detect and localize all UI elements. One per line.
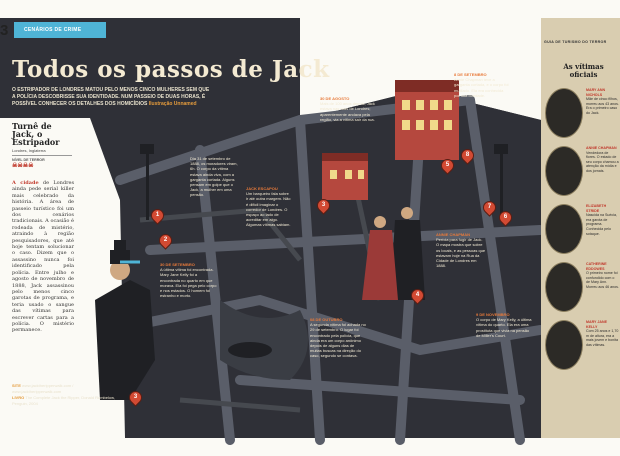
victim-text: Nascida na Suécia, era garota de programa. Conhecida pelo sotaque. — [586, 213, 617, 236]
map-pin[interactable] — [410, 288, 426, 304]
victim-name: MARY ANN NICHOLS — [586, 88, 606, 97]
pin-number: 5 — [445, 162, 450, 168]
annotation-text: Annie Chapman teve a garganta cortada, e o corpo foi mutilado. Ela era conhecida por sua bondade. — [454, 77, 509, 98]
map-pin[interactable] — [128, 390, 144, 406]
victim-portrait — [545, 204, 583, 254]
terror-label: NÍVEL DE TERROR — [12, 158, 45, 162]
victim-name: CATHERINE EDDOWES — [586, 262, 607, 271]
site-label: SITE — [12, 383, 21, 388]
victim-card — [545, 86, 619, 140]
victim-card — [545, 202, 619, 256]
map-pin[interactable] — [498, 210, 514, 226]
map-pin[interactable] — [482, 200, 498, 216]
annotation-text: Perícia para fugir de Jack. O mapa mostra que sobre os locais, e as pessoas que estavam hoje na Rua da Cidade de Londres em 1888. — [436, 237, 486, 269]
lede-credit: Ilustração Unnamed — [148, 101, 197, 107]
annotation-date: 8 DE SETEMBRO — [454, 72, 487, 77]
page-title: Todos os passos de Jack — [12, 56, 330, 83]
pin-number: 4 — [415, 292, 420, 298]
victim-text: O primeiro nome foi confundido com o de Mary Ann. Morreu aos 46 anos. — [586, 271, 619, 289]
info-box — [12, 122, 72, 169]
pin-number: 1 — [155, 212, 160, 218]
pin-number: 8 — [465, 152, 470, 158]
annotation — [476, 312, 532, 338]
annotation-date: 30 DE SETEMBRO — [160, 262, 195, 267]
victim-card — [545, 318, 619, 372]
victim-portrait — [545, 320, 583, 370]
annotation-text: Um barqueiro fala sobre ir até outra margem. Não é difícil imaginar o corredor de Londres. O espaço ao lado de acreditar em algo. Algumas vítimas sabiam. — [246, 191, 291, 228]
victims-sidebar — [541, 18, 620, 438]
victim-portrait — [545, 262, 583, 312]
victim-name: ELIZABETH STRIDE — [586, 204, 607, 213]
map-pin[interactable] — [158, 233, 174, 249]
pin-number: 6 — [503, 214, 508, 220]
victim-text: Vendedora de flores. O estado de seu corpo chamou a atenção da mídia e dos jornais. — [586, 150, 619, 173]
map-pin[interactable] — [440, 158, 456, 174]
links-box — [12, 383, 116, 407]
victim-text: Com 25 anos e 1,70 m de altura, era a mais jovem e bonita das vítimas. — [586, 329, 619, 347]
page-number: 3 — [0, 22, 9, 39]
terror-rating: ☠☠☠☠ — [12, 163, 34, 169]
annotation-date: ANNIE CHAPMAN — [436, 232, 470, 237]
victim-name: ANNIE CHAPMAN — [586, 146, 617, 150]
annotation-text: Dia 31 de setembro de 1888, os moradores viram, 6h. O corpo da vítima estava ainda viva, com a garganta cortada. Alguns pensam em golpe que o Jack, a mulher em uma pensão. — [190, 156, 238, 198]
annotation — [436, 232, 486, 268]
annotation-text: O corpo de Mary Kelly, a última vítima do quarto. Ela era uma prostituta que vivia na pensão de Miller's Court. — [476, 317, 532, 338]
map-pin[interactable] — [316, 198, 332, 214]
annotation-date: JACK ESCAPOU — [246, 186, 278, 191]
section-tab: CENÁRIOS DE CRIME — [14, 22, 106, 38]
map-pin[interactable] — [150, 208, 166, 224]
divider — [12, 155, 72, 156]
annotation-date: 08 DE OUTUBRO — [310, 317, 343, 322]
victim-portrait — [545, 88, 583, 138]
annotation-date: 9 DE NOVEMBRO — [476, 312, 510, 317]
annotation-text: A segunda vítima foi achada no 29 de setembro. O lugar foi encontrado pela polícia, que ainda era um corpo anônimo depois de alguns dias de muitas buscas na direção do caso, segundo se contava. — [310, 322, 366, 359]
annotation — [246, 186, 292, 228]
victim-card — [545, 260, 619, 314]
victim-portrait — [545, 146, 583, 196]
annotation — [310, 317, 366, 359]
annotation — [454, 72, 510, 98]
pin-number: 7 — [487, 204, 492, 210]
victim-name: MARY JANE KELLY — [586, 320, 607, 329]
annotation — [160, 262, 218, 298]
annotation-text: A última vítima foi encontrada. Mary Jane Kelly foi a encontrada no quarto em que morava. Ela foi pega pelo corpo e nos estados. O homem foi estranho e morto. — [160, 267, 217, 299]
annotation — [320, 96, 382, 122]
annotation — [190, 156, 240, 198]
sidebar-head: GUIA DE TURISMO DO TERROR — [544, 40, 607, 44]
body-text: de Londres ainda pede serial killer mais celebrado da história. A área de passeio turístico foi um dos cenários tradicionais. A ocasião é rodeada de mistério, atraindo à região pesquisadores, que até hoje tentam solucionar o caso. Dizem que o assassino nunca foi identificado pela polícia. Entre julho e agosto de novembro de 1888, Jack assassinou pelo menos cinco garotas de programa, e teria usado o sangue das vítimas para escrever cartas para a polícia. O mistério permanece. — [12, 180, 75, 334]
annotation-date: 30 DE AGOSTO — [320, 96, 350, 101]
victim-card — [545, 144, 619, 198]
sidebar-title: As vítimas oficiais — [563, 62, 604, 79]
info-heading: Turnê de Jack, o Estripador — [12, 121, 60, 147]
site-links[interactable]: www.jacktheripperwalk.com / www.jacktheripperwalk.com — [12, 383, 74, 394]
pin-number: 3 — [321, 202, 326, 208]
lede — [12, 87, 212, 108]
body-dropcap: A cidade — [12, 180, 39, 186]
lede-text: O ESTRIPADOR DE LONDRES MATOU PELO MENOS CINCO MULHERES SEM QUE A POLÍCIA DESCOBRISSE SUA IDENTIDADE. NUM PASSEIO DE DUAS HORAS, É POSSÍVEL CONHECER OS DETALHES DOS HOMICÍDIOS — [12, 87, 210, 107]
book-label: LIVRO — [12, 395, 25, 400]
victim-text: Mãe de cinco filhos, morreu aos 43 anos. Era o primeiro caso do Jack. — [586, 97, 619, 115]
book-ref: The Complete Jack the Ripper, Donald Rumbelow, Penguin, 2004 — [12, 395, 115, 406]
article-body — [12, 180, 74, 334]
info-place: Londres, Inglaterra — [12, 148, 46, 153]
annotation-text: Mais de 100 anos depois, Jack estava nas ruas de Londres; aparentemente andava pela região, via a vítima sair da rua. — [320, 101, 375, 122]
pin-number: 3 — [133, 394, 138, 400]
pin-number: 2 — [163, 237, 168, 243]
map-pin[interactable] — [460, 148, 476, 164]
